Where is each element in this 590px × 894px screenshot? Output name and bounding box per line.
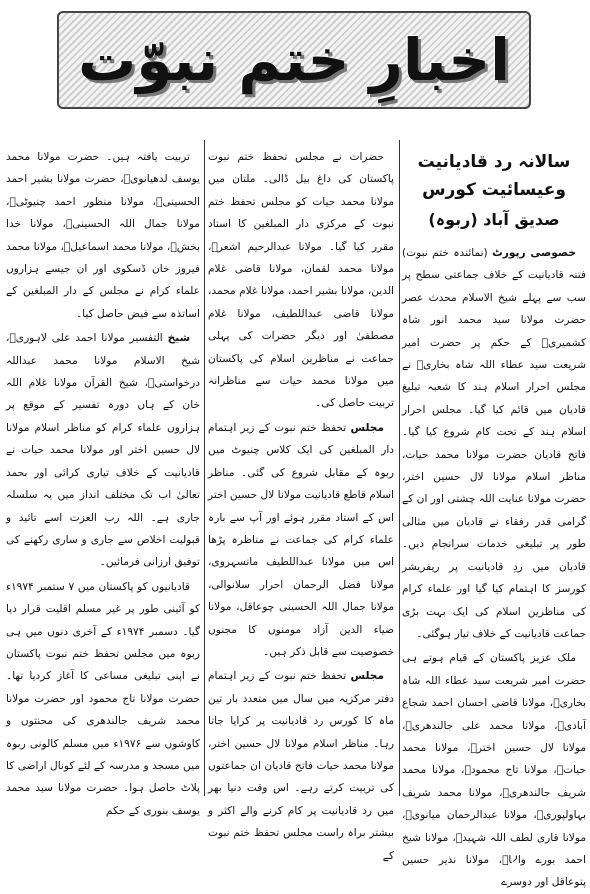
- paragraph-lead: مجلس: [350, 421, 384, 434]
- article-subheadline: صدیق آباد (ربوہ): [428, 210, 560, 229]
- paragraph-text: قادیانیوں کو پاکستان میں ۷ ستمبر ۱۹۷۴ء کو آئینی طور پر غیر مسلم اقلیت قرار دیا گیا۔ دسمبر ۱۹۷۴ء کے آخری دنوں میں ہی ربوہ میں مجلس تحفظ ختم نبوت پاکستان نے اپنی تبلیغی مساعی کا آغاز کردیا تھا۔ حضرت مولانا تاج محمود اور حضرت مولانا محمد شریف جالندھری کی محنتوں و کاوشوں سے ۱۹۷۶ء میں مسلم کالونی ربوہ میں مسجد و مدرسہ کے لئے کونال اراضی کا پلاٹ حاصل ہوا۔ حضرت مولانا سید محمد یوسف بنوری کے حکم: [6, 580, 200, 817]
- paragraph: [6, 146, 200, 325]
- paragraph-text: (نمائندہ ختم نبوت) فتنہ قادیانیت کے خلاف جماعتی سطح پر سب سے پہلے شیخ الاسلام محدث عصر حضرت مولانا سید محمد انور شاہ کشمیریؒ کے حکم پر حضرت امیر شریعت سید عطاء اللہ شاہ بخاریؒ نے مجلس احرار اسلام ہند کا شعبہ تبلیغ قادیان میں قائم کیا گیا۔ مجلس احرار اسلام ہند کے تحت کام شروع کیا گیا۔ فاتح قادیان حضرت مولانا محمد حیات، مناظر اسلام مولانا لال حسین اختر، حضرت مولانا عنایت اللہ چشتی اور ان کے گرامی قدر رفقاء نے قادیان میں مثالی طور پر تبلیغی خدمات سرانجام دیں۔ قادیان میں ردِ قادیانیت پر ریفریشر کورسز کا اہتمام کیا گیا اور علماء کرام کی مناظرین اسلام کی ایک بہت بڑی جماعت قادیانیت کے خلاف تیار ہوگئی۔: [402, 247, 586, 640]
- column-left: [6, 146, 200, 817]
- paragraph-lead: شیخ: [167, 332, 190, 345]
- masthead-title: اخبارِ ختم نبوّت: [78, 26, 510, 94]
- paragraph-text: حضرات نے مجلس تحفظ ختم نبوت پاکستان کی داغ بیل ڈالی۔ ملتان میں مولانا محمد حیات کو مجلس تحفظ ختم نبوت کے مرکزی دار المبلغین کا استاد مقرر کیا گیا۔ مولانا عبدالرحیم اشعرؒ، مولانا محمد لقمان، مولانا قاضی غلام الدین، مولانا بشیر احمد، مولانا غلام محمد، مولانا قاضی عبداللطیف، مولانا غلام مصطفیٰ اور دیگر حضرات کی پہلی جماعت نے مناظرین اسلام کی پاکستان میں مولانا محمد حیات سے مناظرانہ تربیت حاصل کی۔: [208, 151, 394, 410]
- column-middle: [208, 146, 394, 862]
- paragraph: [208, 665, 394, 867]
- column-divider: [204, 140, 205, 796]
- masthead-banner: [57, 11, 531, 109]
- paragraph: [6, 327, 200, 573]
- column-divider: [399, 140, 400, 796]
- paragraph: [208, 146, 394, 415]
- paragraph-text: التفسیر مولانا احمد علی لاہوریؒ، شیخ الاسلام مولانا محمد عبداللہ درخواستیؒ، شیخ القرآن مولانا غلام اللہ خان کے ہاں دورہ تفسیر کے موقع پر ہزاروں علماء کرام کو مناظر اسلام مولانا لال حسین اختر اور مولانا محمد حیات نے قادیانیت کے خلاف تیاری کرائی اور بحمد تعالیٰ اب تک مختلف انداز میں یہ سلسلہ جاری ہے۔ اللہ رب العزت اسے تائید و قبولیت اخلاص سے جاری و ساری رکھنے کی توفیق ارزانی فرمائیں۔: [6, 332, 200, 569]
- paragraph: [402, 647, 586, 893]
- column-right: [402, 142, 586, 889]
- paragraph-text: ملک عزیز پاکستان کے قیام ہوتے ہی حضرت امیر شریعت سید عطاء اللہ شاہ بخاریؒ، مولانا قاضی احسان احمد شجاع آبادیؒ، مولانا محمد علی جالندھریؒ، مولانا لال حسین اخترؒ، مولانا محمد حیاتؒ، مولانا تاج محمودؒ، مولانا محمد شریف جالندھریؒ، مولانا محمد شریف بہاولپوریؒ، مولانا عبدالرحمان میانویؒ، مولانا قاری لطف اللہ شہیدؒ، مولانا شیخ احمد بورے والاؒ، مولانا نذیر حسین پتوعاقل اور دوسرے: [402, 652, 586, 889]
- paragraph-text: تحفظ ختم نبوت کے زیر اہتمام دفتر مرکزیہ میں سال میں متعدد بار تین ماہ کا کورس رد قادیانیت پر کرایا جاتا رہا۔ مناظر اسلام مولانا لال حسین اختر، مولانا محمد حیات فاتح قادیان ان جماعتوں کی تربیت کرتے رہے۔ اس وقت دنیا بھر میں رد قادیانیت پر کام کرنے والے اکثر و بیشتر براہ راست مجلس تحفظ ختم نبوت کے: [208, 670, 394, 862]
- paragraph-lead: خصوصی رپورٹ: [492, 247, 576, 259]
- paragraph: [6, 576, 200, 822]
- paragraph: [208, 417, 394, 663]
- paragraph-text: تحفظ ختم نبوت کے زیر اہتمام دار المبلغین کی ایک کلاس چنیوٹ میں ربوہ کے مقابل شروع کی گئی۔ مناظر اسلام قاطع قادیانیت مولانا لال حسین اختر اس کے استاد مقرر ہوئے اور آپ سے بارہ علماء کرام کی جماعت نے مناظرہ پڑھا اس میں مولانا عبداللطیف مانسہروی، مولانا فضل الرحمان احرار سلانوالی، مولانا جمال اللہ الحسینی چوعاقل، مولانا ضیاء الدین آزاد مومنوں کا مجنوں خصوصیت سے قابل ذکر ہیں۔: [208, 421, 394, 658]
- paragraph-lead: مجلس: [350, 670, 384, 683]
- masthead: [44, 6, 544, 114]
- paragraph-text: تربیت یافتہ ہیں۔ حضرت مولانا محمد یوسف لدھیانویؒ، حضرت مولانا بشیر احمد الحسینیؒ، مولانا منظور احمد چنیوٹیؒ، مولانا جمال اللہ الحسینیؒ، مولانا خدا بخشؒ، مولانا محمد اسماعیلؒ، مولانا محمد فیروز خان ڈسکوی اور ان جیسے ہزاروں علماء کرام نے مجلس کے دار المبلغین کے اساتذہ سے فیض حاصل کیا۔: [6, 151, 200, 320]
- article-headline: سالانہ رد قادیانیت وعیسائیت کورس: [417, 152, 571, 200]
- paragraph: [402, 242, 586, 645]
